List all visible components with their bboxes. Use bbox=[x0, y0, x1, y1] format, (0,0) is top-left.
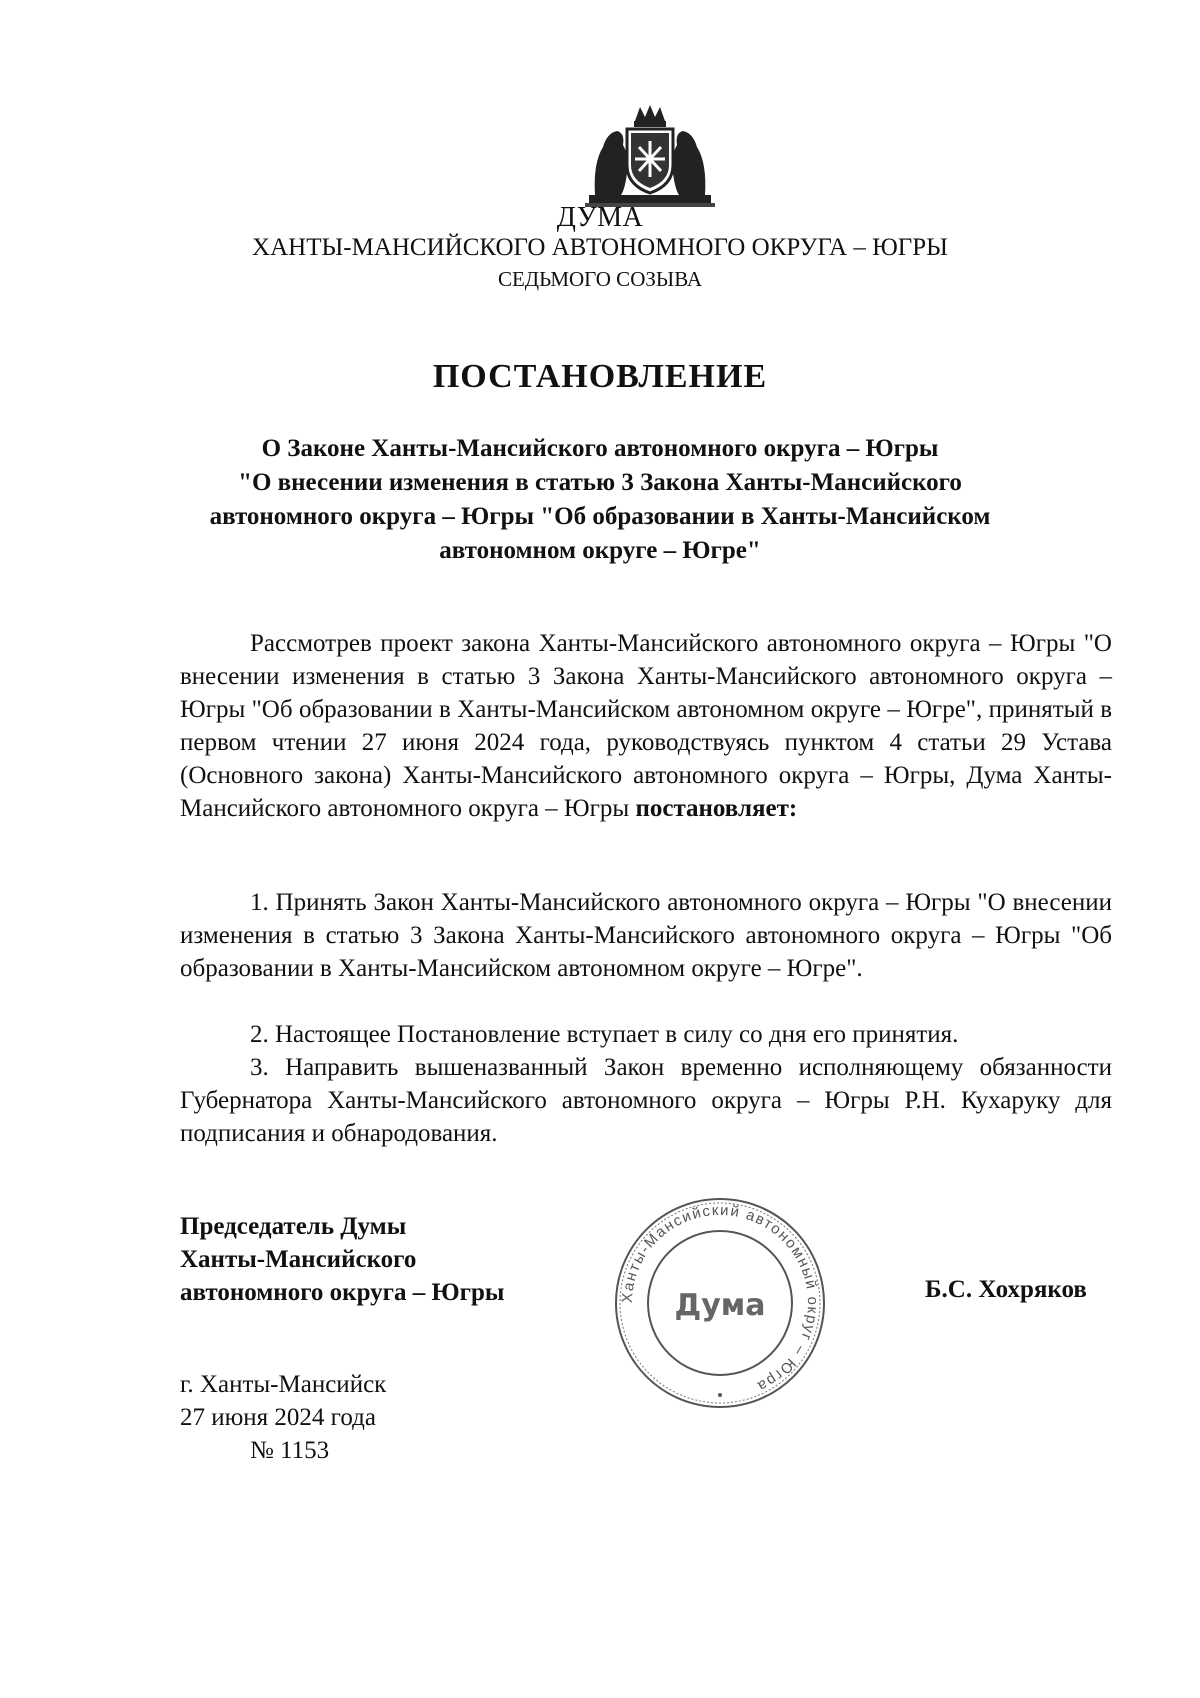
seal-center-text: Дума bbox=[674, 1288, 766, 1323]
document-date: 27 июня 2024 года bbox=[180, 1404, 376, 1431]
decree-item-3: 3. Направить вышеназванный Закон временно исполняющему обязанности Губернатора Ханты-Мансийского автономного округа – Югры Р.Н. Кухаруку для подписания и обнародования. bbox=[180, 1054, 1112, 1147]
document-place-date bbox=[180, 1368, 386, 1467]
decree-item-2: 2. Настоящее Постановление вступает в силу со дня его принятия. bbox=[250, 1021, 959, 1048]
subject-line: "О внесении изменения в статью 3 Закона Ханты-Мансийского bbox=[238, 469, 962, 496]
subject-line: автономного округа – Югры "Об образовании в Ханты-Мансийском bbox=[209, 503, 991, 530]
preamble-paragraph bbox=[180, 627, 1112, 825]
document-title: ПОСТАНОВЛЕНИЕ bbox=[432, 358, 768, 395]
decree-item-1: 1. Принять Закон Ханты-Мансийского автономного округа – Югры "О внесении изменения в статью 3 Закона Ханты-Мансийского автономного округа – Югры "Об образовании в Ханты-Мансийском автономном округе – Югре". bbox=[180, 889, 1112, 982]
org-convocation: СЕДЬМОГО СОЗЫВА bbox=[497, 267, 703, 291]
document-city: г. Ханты-Мансийск bbox=[180, 1371, 387, 1398]
subject-line: О Законе Ханты-Мансийского автономного округа – Югры bbox=[261, 435, 939, 462]
signatory-position bbox=[180, 1210, 504, 1309]
signatory-position-line: автономного округа – Югры bbox=[180, 1279, 505, 1306]
seal-outer-text: Ханты-Мансийский автономный округ – Югра bbox=[618, 1201, 822, 1396]
decree-word: постановляет: bbox=[635, 795, 798, 822]
signatory-position-line: Ханты-Мансийского bbox=[180, 1246, 417, 1273]
document-subject bbox=[160, 432, 1040, 568]
official-seal bbox=[610, 1193, 830, 1413]
org-name-duma: ДУМА bbox=[556, 202, 644, 233]
subject-line: автономном округе – Югре" bbox=[439, 537, 761, 564]
preamble-text: Рассмотрев проект закона Ханты-Мансийского автономного округа – Югры "О внесении изменения в статью 3 Закона Ханты-Мансийского автономного округа – Югры "Об образовании в Ханты-Мансийском автономном округе – Югре", принятый в первом чтении 27 июня 2024 года, руководствуясь пунктом 4 статьи 29 Устава (Основного закона) Ханты-Мансийского автономного округа – Югры, Дума Ханты-Мансийского автономного округа – Югры bbox=[180, 630, 1112, 822]
document-number: № 1153 bbox=[250, 1437, 330, 1464]
signatory-position-line: Председатель Думы bbox=[180, 1213, 407, 1240]
signatory-name: Б.С. Хохряков bbox=[925, 1276, 1087, 1303]
org-name-region: ХАНТЫ-МАНСИЙСКОГО АВТОНОМНОГО ОКРУГА – ЮГРЫ bbox=[252, 234, 948, 261]
coat-of-arms-icon bbox=[585, 103, 715, 208]
